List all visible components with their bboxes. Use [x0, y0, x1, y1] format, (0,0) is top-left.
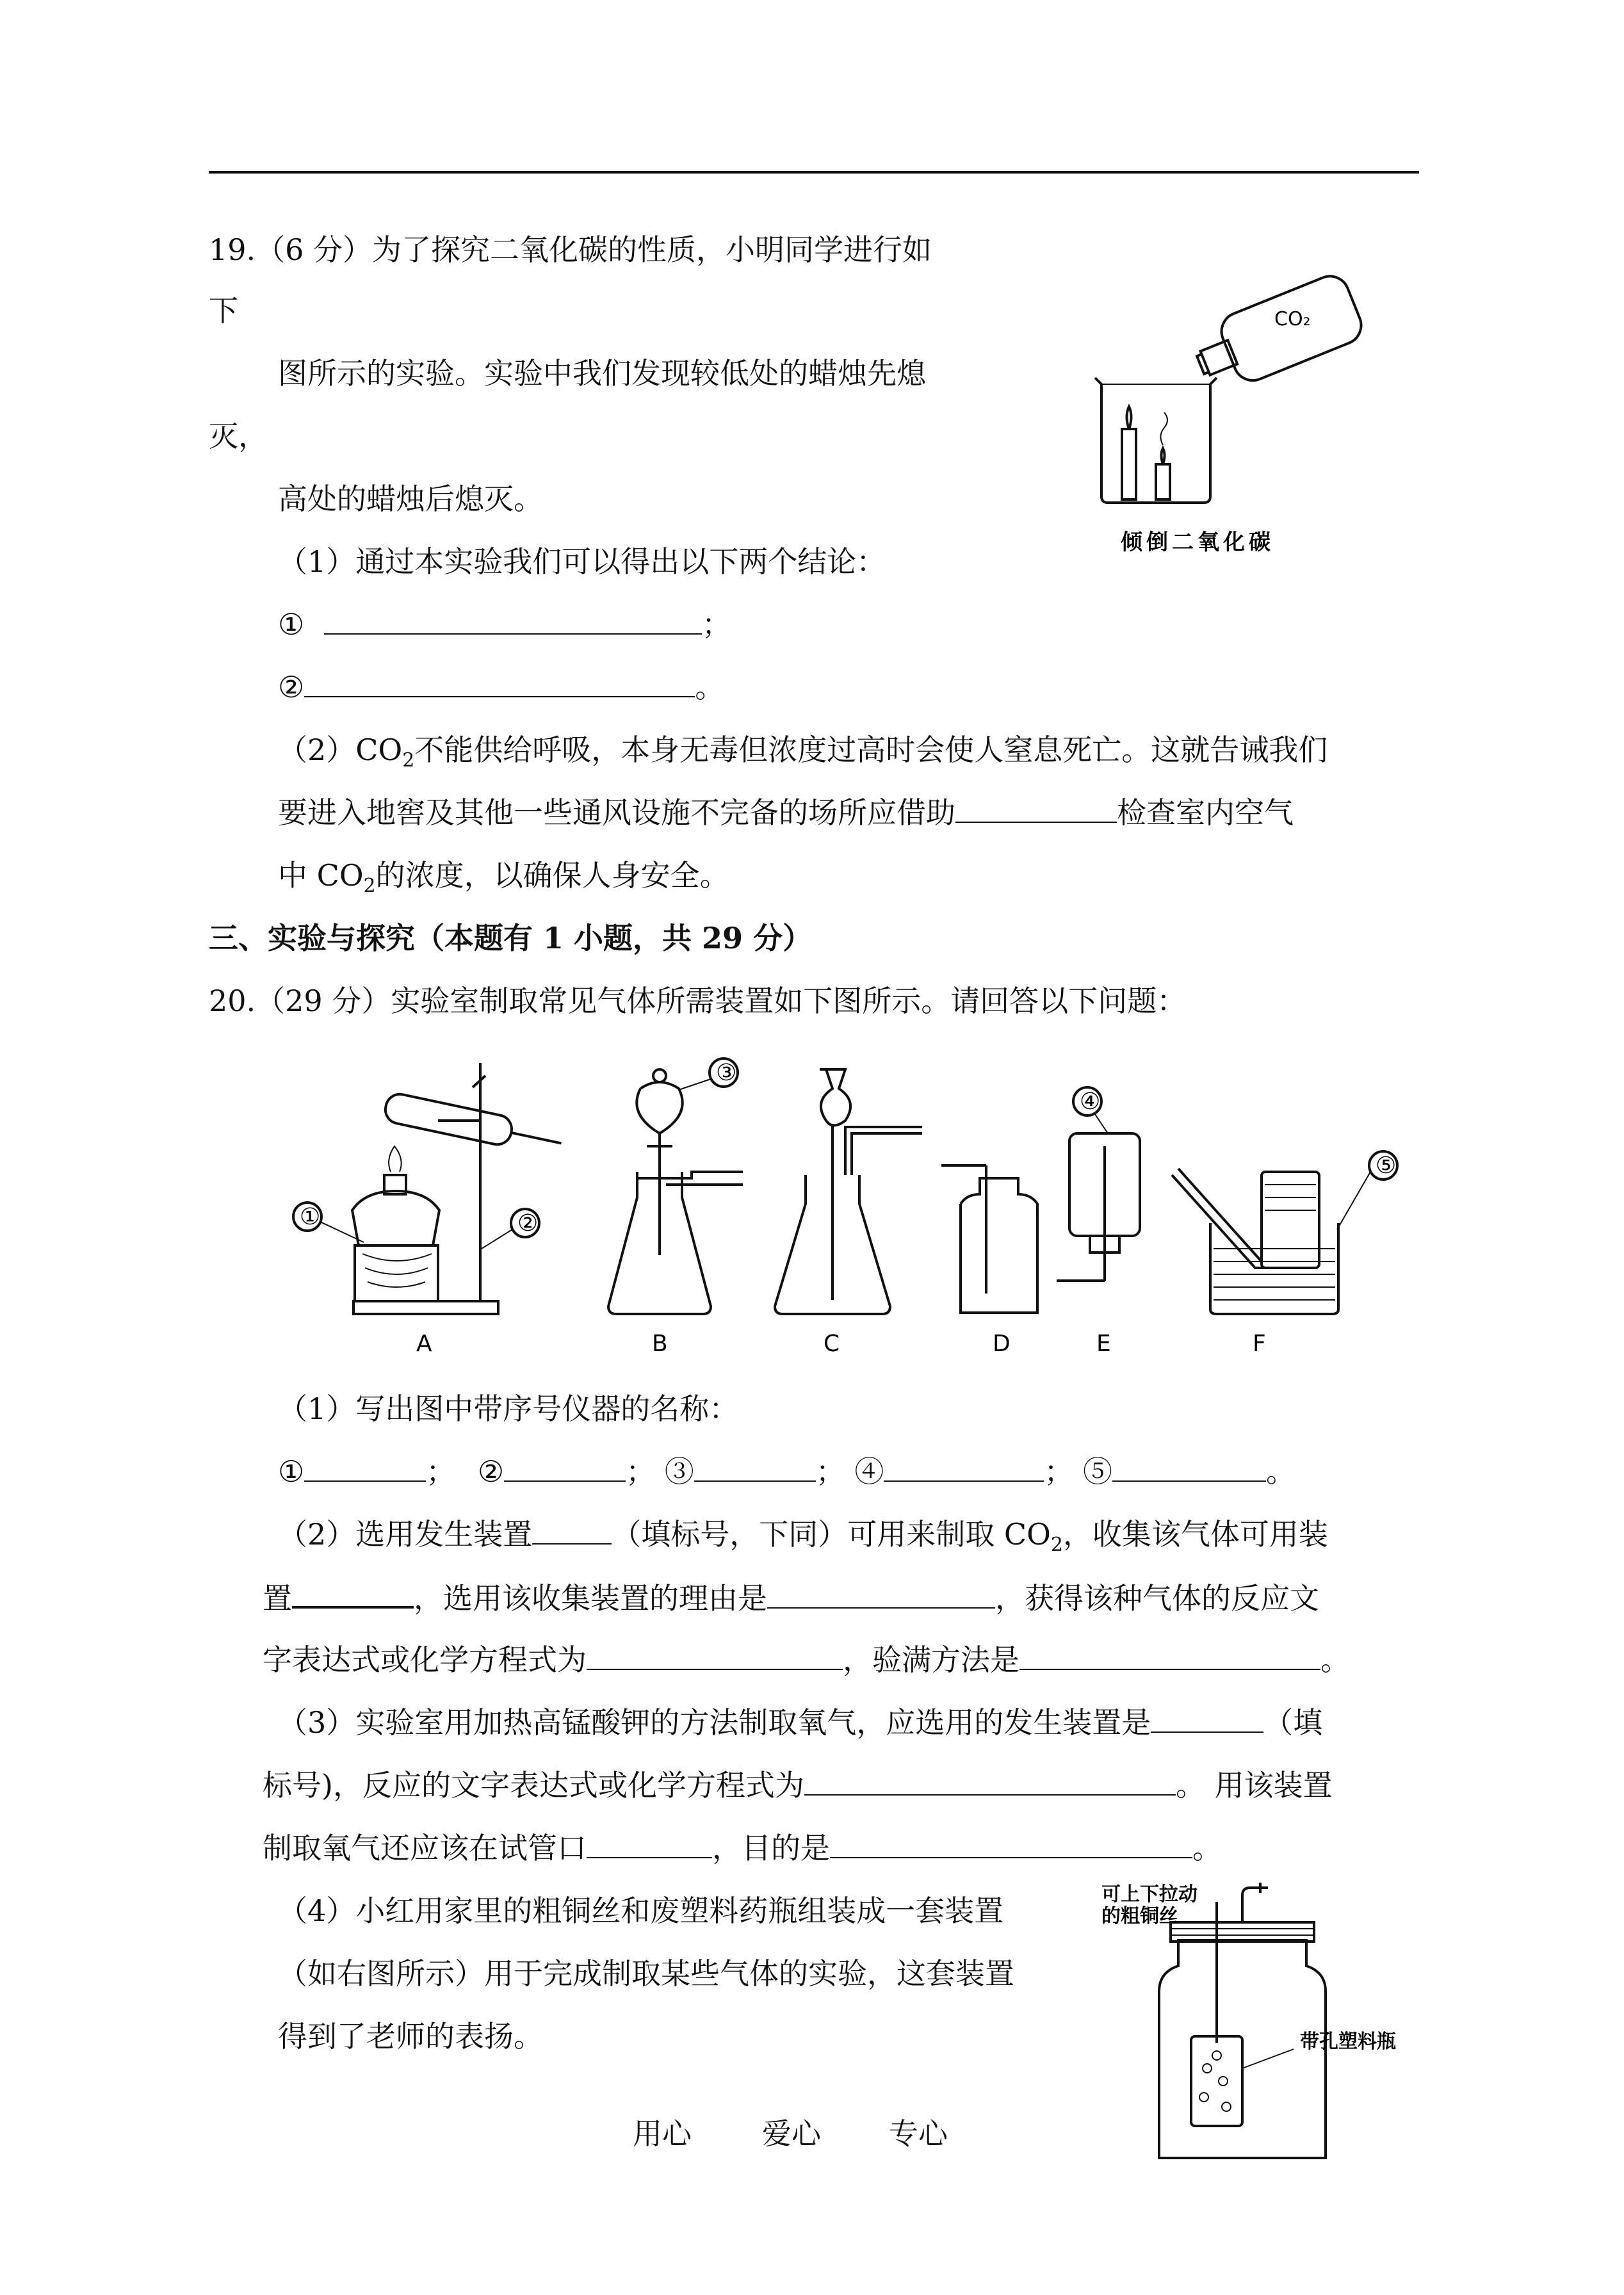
copper-wire-bottle-figure: [1101, 1883, 1434, 2164]
answer-blank[interactable]: [1112, 1452, 1266, 1482]
bottle-label: 带孔塑料瓶: [1300, 2031, 1396, 2053]
co2-bottle-label: CO₂: [1274, 308, 1311, 330]
q20-question-4-line-1: （4）小红用家里的粗铜丝和废塑料药瓶组装成一套装置: [278, 1894, 1004, 1928]
marker-4: ④: [1080, 1089, 1101, 1115]
answer-blank[interactable]: [532, 1515, 612, 1545]
q20-question-2-line-3: 字表达式或化学方程式为 ，验满方法是 。: [263, 1641, 1350, 1679]
footer-item-2: 爱心: [762, 2116, 821, 2151]
q19-line-2: 下: [209, 293, 238, 328]
q20-question-4-line-2: （如右图所示）用于完成制取某些气体的实验，这套装置: [278, 1956, 1014, 1991]
apparatus-figure: [282, 1050, 1409, 1370]
q20-question-3-line-3: 制取氧气还应该在试管口 ，目的是 。: [263, 1829, 1222, 1867]
answer-blank[interactable]: [1019, 1641, 1320, 1670]
q20-question-2-line-1: （2）选用发生装置 （填标号，下同）可用来制取 $CO_2$，收集该气体可用装: [278, 1515, 1328, 1564]
q20-question-4-line-3: 得到了老师的表扬。: [278, 2019, 543, 2054]
apparatus-label-a: A: [416, 1331, 432, 1357]
q19-conclusion-1: [278, 605, 731, 644]
answer-blank[interactable]: [804, 1766, 1176, 1796]
q20-intro: 20.（29 分）实验室制取常见气体所需装置如下图所示。请回答以下问题：: [209, 984, 1187, 1018]
apparatus-label-f: F: [1253, 1331, 1266, 1357]
answer-blank[interactable]: [587, 1829, 712, 1858]
stand-base: [353, 1301, 498, 1314]
answer-blank[interactable]: [955, 793, 1117, 823]
q19-line-3: 图所示的实验。实验中我们发现较低处的蜡烛先熄: [278, 356, 926, 391]
q19-line-5: 高处的蜡烛后熄灭。: [278, 482, 543, 516]
q19-question-2-line-2: 要进入地窖及其他一些通风设施不完备的场所应借助 检查室内空气: [278, 793, 1294, 832]
apparatus-label-b: B: [652, 1331, 668, 1357]
apparatus-label-c: C: [824, 1331, 840, 1357]
wire-label-line-2: 的粗铜丝: [1101, 1905, 1178, 1927]
q19-question-1: （1）通过本实验我们可以得出以下两个结论：: [278, 544, 886, 579]
q19-question-2-line-3: 中 $CO_2$的浓度，以确保人身安全。: [278, 858, 729, 898]
q19-conclusion-2: [278, 668, 724, 706]
answer-blank[interactable]: [304, 668, 695, 697]
q19-line-4: 灭，: [209, 419, 268, 453]
section-3-title: 三、实验与探究（本题有 1 小题，共 29 分）: [209, 921, 813, 955]
q19-question-2-line-1: $(2)CO_2$不能供给呼吸，本身无毒但浓度过高时会使人窒息死亡。这就告诫我们: [278, 733, 1328, 772]
marker-1: ①: [300, 1204, 321, 1230]
header-rule: [209, 171, 1419, 174]
answer-blank[interactable]: [830, 1829, 1192, 1858]
answer-blank[interactable]: [304, 1452, 426, 1482]
marker-3: ③: [716, 1060, 737, 1086]
q20-question-3-line-2: 标号)，反应的文字表达式或化学方程式为 。 用该装置: [263, 1766, 1333, 1804]
marker-2: ②: [517, 1210, 539, 1237]
footer-item-3: 专心: [889, 2116, 948, 2151]
semicolon: ；: [701, 607, 731, 642]
apparatus-label-d: D: [993, 1331, 1011, 1357]
answer-blank[interactable]: [504, 1452, 626, 1482]
answer-blank[interactable]: [694, 1452, 816, 1482]
answer-blank[interactable]: [884, 1452, 1044, 1482]
answer-blank[interactable]: [767, 1579, 995, 1609]
period: 。: [695, 670, 725, 704]
answer-blank[interactable]: [292, 1578, 414, 1609]
q20-question-2-line-2: 置 ，选用该收集装置的理由是 ，获得该种气体的反应文: [263, 1578, 1319, 1618]
apparatus-label-e: E: [1096, 1331, 1111, 1357]
answer-blank[interactable]: [1151, 1703, 1263, 1733]
q20-question-1: （1）写出图中带序号仪器的名称：: [278, 1391, 739, 1426]
q19-line-1: 19.（6 分）为了探究二氧化碳的性质，小明同学进行如: [209, 232, 932, 267]
q20-question-3-line-1: （3）实验室用加热高锰酸钾的方法制取氧气，应选用的发生装置是 （填: [278, 1703, 1322, 1742]
answer-blank[interactable]: [587, 1641, 843, 1670]
marker-5: ⑤: [1376, 1153, 1397, 1179]
footer-item-1: 用心: [633, 2116, 692, 2151]
wire-label-line-1: 可上下拉动: [1101, 1883, 1198, 1906]
circled-2: ②: [278, 670, 305, 704]
answer-blank[interactable]: [324, 605, 702, 635]
q20-instrument-names: ① ； ② ； ③ ； ④ ； ⑤ 。: [278, 1452, 1295, 1491]
figure-caption: 倾倒二氧化碳: [1121, 530, 1274, 555]
pouring-co2-figure: [1082, 256, 1364, 564]
circled-1: ①: [278, 607, 305, 642]
